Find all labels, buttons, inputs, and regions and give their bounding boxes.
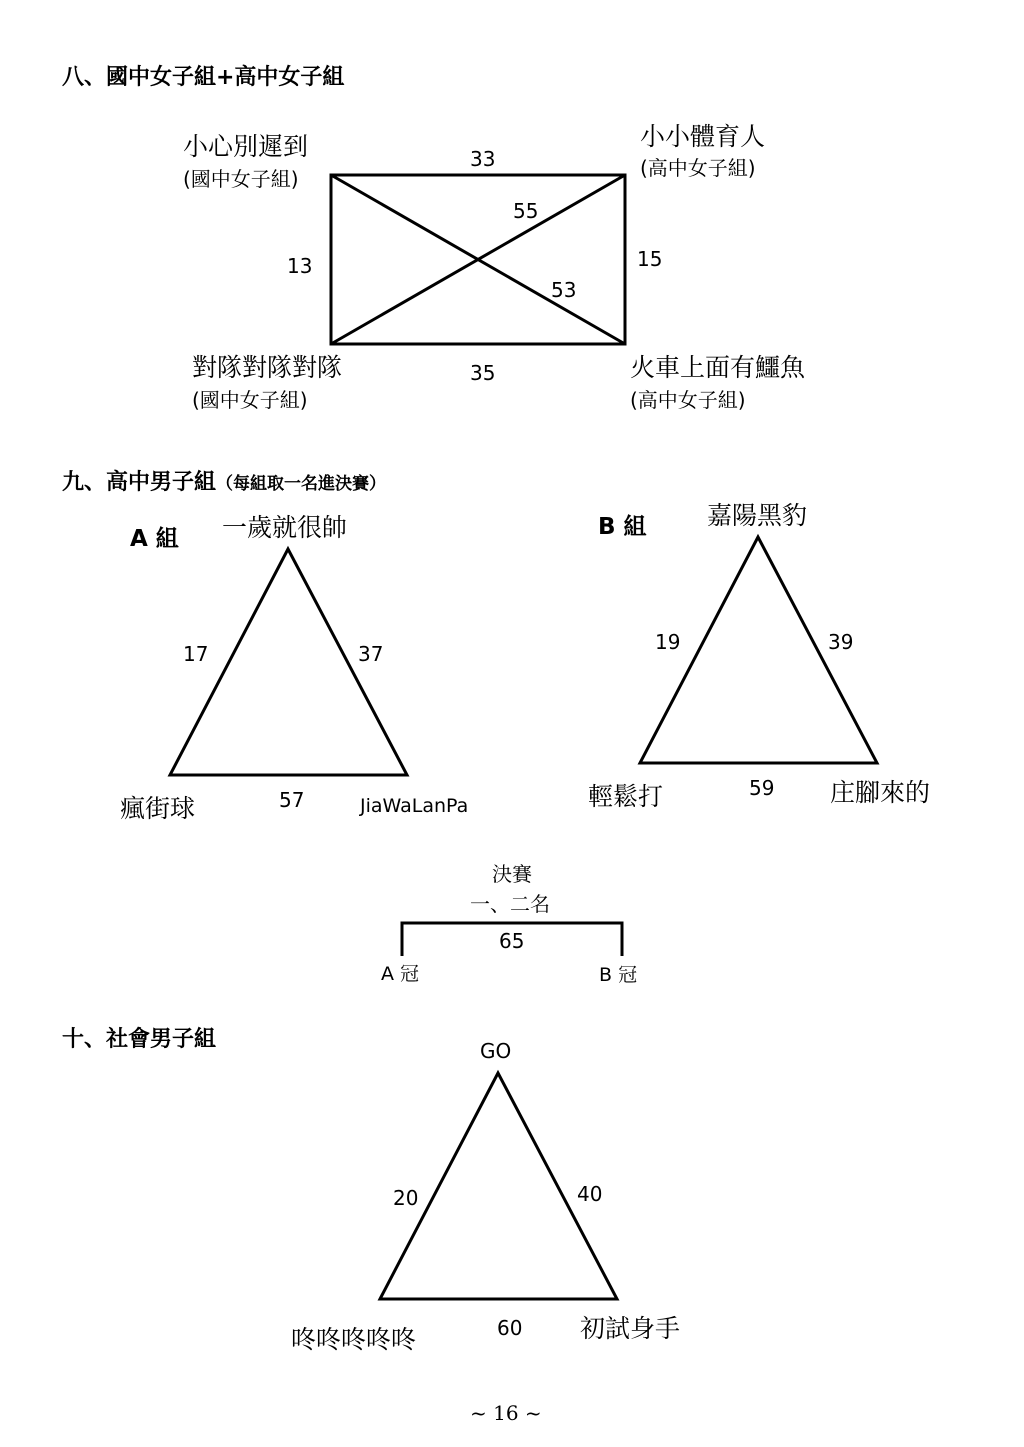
men-social-bottom-right-team: 初試身手	[580, 1314, 681, 1343]
group-a-match-bottom: 57	[279, 788, 305, 812]
group-b-match-right: 39	[828, 630, 854, 654]
team-top-left-name: 小心別遲到	[183, 132, 309, 161]
match-number-diagonal-53: 53	[551, 278, 577, 302]
group-a-label: A 組	[130, 526, 179, 552]
group-a-bottom-right-team: JiaWaLanPa	[360, 795, 469, 817]
final-title: 決賽	[492, 862, 532, 886]
men-social-bottom-left-team: 咚咚咚咚咚	[291, 1325, 417, 1354]
final-left-slot: A 冠	[381, 963, 420, 985]
team-bottom-left-name: 對隊對隊對隊	[192, 353, 343, 382]
match-number-bottom: 35	[470, 361, 496, 385]
match-number-right: 15	[637, 247, 663, 271]
men-social-match-left: 20	[393, 1186, 419, 1210]
match-number-top: 33	[470, 147, 496, 171]
men-social-top-team: GO	[480, 1039, 512, 1063]
team-bottom-right-group: (高中女子組)	[630, 388, 746, 412]
section-8-heading: 八、國中女子組+高中女子組	[62, 65, 345, 90]
group-b-bottom-left-team: 輕鬆打	[588, 782, 664, 811]
match-number-diagonal-55: 55	[513, 199, 539, 223]
page-number: ~ 16 ~	[470, 1401, 542, 1425]
final-subtitle: 一、二名	[470, 892, 550, 916]
match-number-left: 13	[287, 254, 313, 278]
final-right-slot: B 冠	[599, 964, 638, 986]
round-robin-rectangle	[331, 175, 625, 344]
group-b-match-left: 19	[655, 630, 681, 654]
team-top-right-group: (高中女子組)	[640, 156, 756, 180]
section-9-note: （每組取一名進決賽）	[216, 474, 387, 494]
team-bottom-left-group: (國中女子組)	[192, 388, 308, 412]
section-10-heading: 十、社會男子組	[62, 1027, 217, 1052]
men-social-match-right: 40	[577, 1182, 603, 1206]
section-9-heading	[62, 472, 386, 494]
team-bottom-right-name: 火車上面有鱷魚	[630, 353, 806, 382]
group-a-match-left: 17	[183, 642, 209, 666]
group-a-bottom-left-team: 瘋街球	[120, 794, 196, 823]
section-9-title: 九、高中男子組	[62, 470, 217, 495]
group-b-top-team: 嘉陽黑豹	[707, 501, 808, 530]
group-a-top-team: 一歲就很帥	[222, 513, 348, 542]
team-top-right-name: 小小體育人	[640, 122, 766, 151]
final-match-number: 65	[499, 929, 525, 953]
men-social-match-bottom: 60	[497, 1316, 523, 1340]
group-a-match-right: 37	[358, 642, 384, 666]
group-b-label: B 組	[598, 514, 647, 540]
team-top-left-group: (國中女子組)	[183, 167, 299, 191]
group-b-bottom-right-team: 庄腳來的	[830, 778, 931, 807]
group-b-match-bottom: 59	[749, 776, 775, 800]
